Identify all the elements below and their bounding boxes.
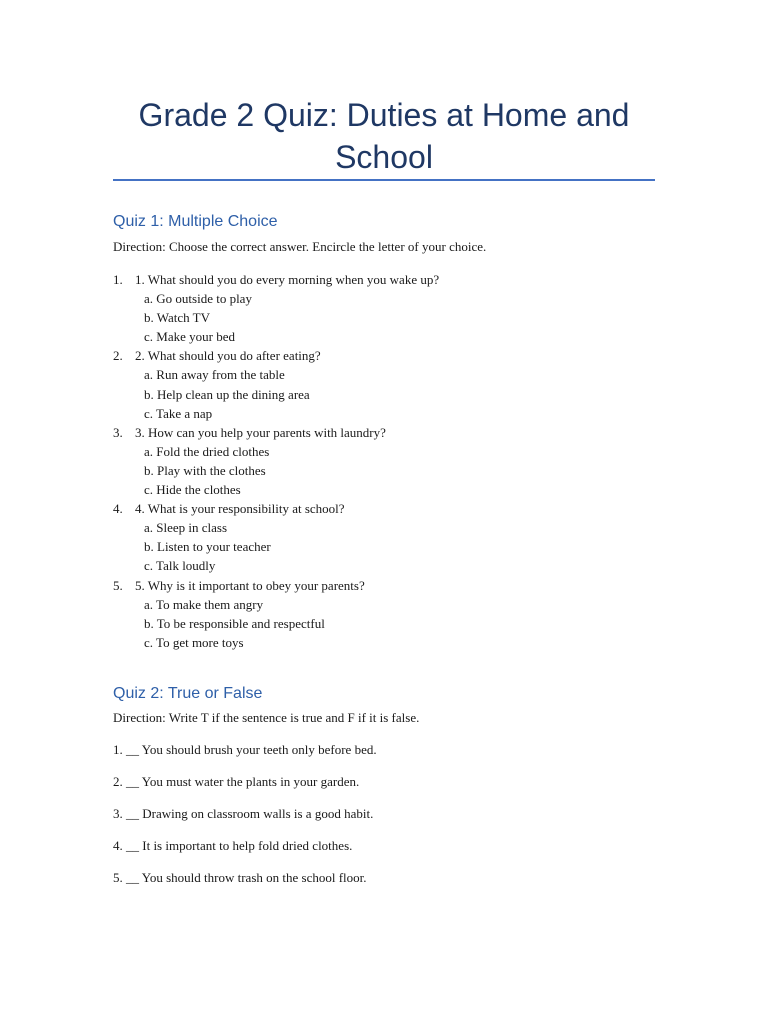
true-false-item: 2. __ You must water the plants in your garden.	[113, 774, 360, 789]
question-text: 1. What should you do every morning when you wake up?	[135, 272, 440, 287]
question-text: 3. How can you help your parents with laundry?	[135, 424, 386, 440]
answer-option: a. Fold the dried clothes	[144, 443, 270, 459]
question-number: 4.	[113, 501, 123, 517]
page-title: Grade 2 Quiz: Duties at Home and School	[138, 97, 630, 175]
answer-option: c. Hide the clothes	[144, 482, 241, 498]
question-item	[113, 346, 325, 422]
answer-option: a. To make them angry	[144, 596, 264, 612]
title-underline	[113, 179, 655, 181]
question-number: 2.	[113, 348, 123, 364]
quiz1-question-list	[113, 270, 440, 652]
question-number: 3.	[113, 424, 123, 440]
answer-option: b. Help clean up the dining area	[144, 386, 310, 402]
true-false-item: 5. __ You should throw trash on the school floor.	[113, 870, 367, 885]
question-item	[113, 499, 345, 575]
question-text: 4. What is your responsibility at school?	[135, 501, 345, 517]
answer-option: b. Listen to your teacher	[144, 539, 271, 555]
answer-option: a. Sleep in class	[144, 520, 228, 536]
true-false-item: 1. __ You should brush your teeth only before bed.	[113, 742, 377, 757]
quiz1-direction: Direction: Choose the correct answer. Encircle the letter of your choice.	[113, 239, 487, 254]
true-false-item: 3. __ Drawing on classroom walls is a good habit.	[113, 806, 374, 821]
question-item	[113, 270, 440, 346]
question-text: 5. Why is it important to obey your parents?	[135, 577, 365, 593]
quiz2-direction: Direction: Write T if the sentence is true and F if it is false.	[113, 710, 420, 725]
answer-option: c. To get more toys	[144, 634, 244, 650]
answer-option: c. Make your bed	[144, 329, 235, 345]
question-number: 1.	[113, 272, 123, 287]
answer-option: a. Go outside to play	[144, 291, 252, 307]
true-false-item: 4. __ It is important to help fold dried clothes.	[113, 838, 353, 853]
answer-option: b. Play with the clothes	[144, 462, 266, 478]
question-item	[113, 576, 365, 652]
answer-option: a. Run away from the table	[144, 367, 285, 383]
quiz2-heading: Quiz 2: True or False	[113, 685, 263, 702]
answer-option: b. Watch TV	[144, 310, 210, 326]
answer-option: c. Talk loudly	[144, 558, 216, 574]
quiz1-heading: Quiz 1: Multiple Choice	[113, 213, 278, 230]
answer-option: b. To be responsible and respectful	[144, 615, 325, 631]
question-number: 5.	[113, 577, 123, 593]
question-item	[113, 423, 386, 499]
question-text: 2. What should you do after eating?	[135, 348, 321, 364]
answer-option: c. Take a nap	[144, 405, 213, 421]
